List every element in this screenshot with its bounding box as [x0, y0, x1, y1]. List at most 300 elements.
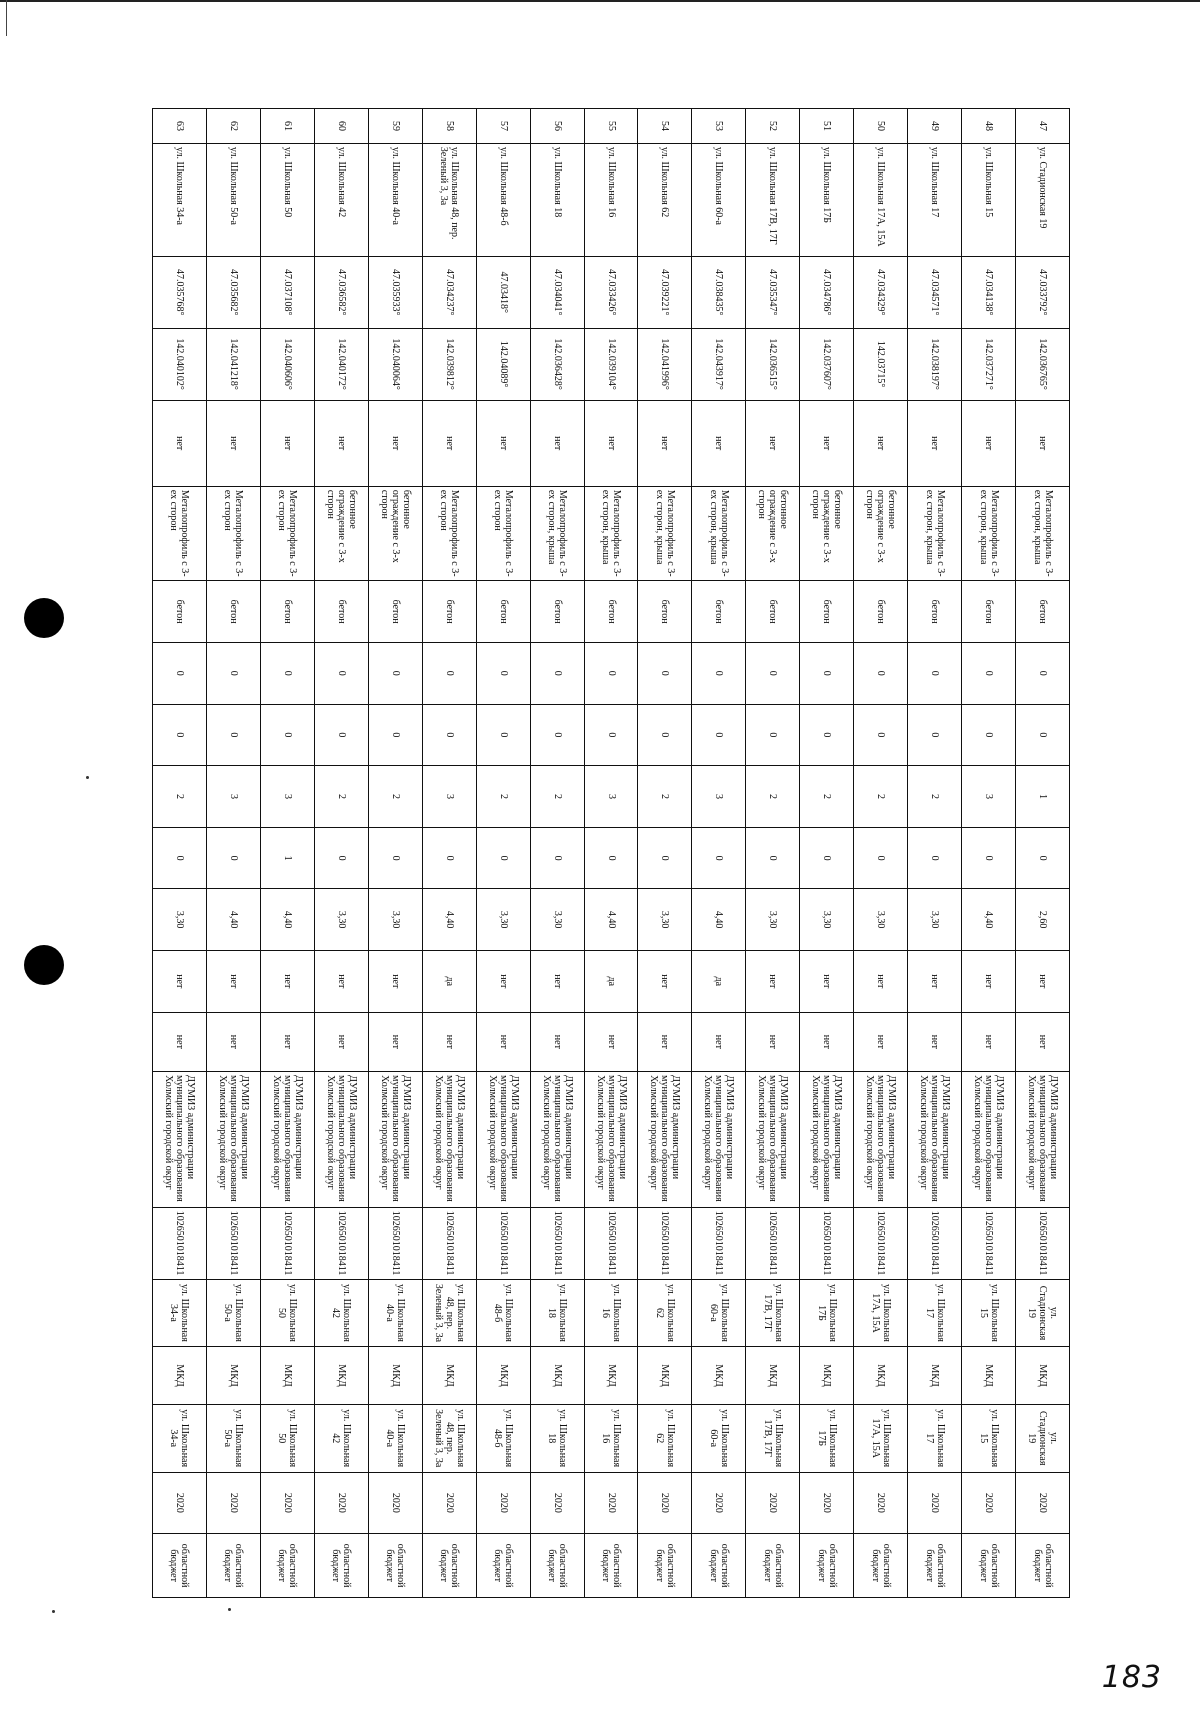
cell-owner: ДУМИЗ администрации муниципального образования Холмский городской округ	[908, 1072, 962, 1208]
cell-flag-1: нет	[530, 950, 584, 1012]
cell-latitude: 47.035768°	[153, 256, 207, 328]
cell-count-4: 1	[260, 827, 314, 889]
cell-ogrn: 1026501018411	[530, 1207, 584, 1279]
cell-address: ул. Школьная 62	[638, 143, 692, 256]
cell-row-number: 58	[422, 109, 476, 144]
table-row	[314, 109, 368, 1598]
cell-owner: ДУМИЗ администрации муниципального образования Холмский городской округ	[692, 1072, 746, 1208]
cell-longitude: 142.04089°	[476, 328, 530, 400]
cell-count-2: 0	[476, 704, 530, 766]
cell-row-number: 50	[854, 109, 908, 144]
cell-base: бетон	[908, 581, 962, 643]
cell-cover: нет	[207, 400, 261, 486]
cell-cover: нет	[746, 400, 800, 486]
cell-longitude: 142.037607°	[800, 328, 854, 400]
cell-served-objects: ул. Школьная 48, пер. Зеленый 3, 3а	[422, 1279, 476, 1347]
cell-count-4: 0	[746, 827, 800, 889]
table-row	[422, 109, 476, 1598]
cell-year: 2020	[207, 1472, 261, 1534]
cell-count-4: 0	[638, 827, 692, 889]
cell-area: 3,30	[314, 889, 368, 951]
cell-area: 3,30	[800, 889, 854, 951]
cell-count-4: 0	[530, 827, 584, 889]
cell-count-3: 2	[476, 766, 530, 828]
cell-cover: нет	[638, 400, 692, 486]
cell-flag-2: нет	[368, 1012, 422, 1072]
cell-ogrn: 1026501018411	[746, 1207, 800, 1279]
cell-base: бетон	[638, 581, 692, 643]
cell-budget: областной бюджет	[476, 1534, 530, 1598]
cell-count-2: 0	[908, 704, 962, 766]
cell-row-number: 51	[800, 109, 854, 144]
cell-longitude: 142.041996°	[638, 328, 692, 400]
cell-ogrn: 1026501018411	[314, 1207, 368, 1279]
cell-count-4: 0	[854, 827, 908, 889]
cell-area: 4,40	[422, 889, 476, 951]
cell-year: 2020	[638, 1472, 692, 1534]
cell-address: ул. Стадионская 19	[1016, 143, 1070, 256]
table-row	[260, 109, 314, 1598]
cell-served-objects: ул. Школьная 48-б	[476, 1279, 530, 1347]
cell-flag-1: да	[692, 950, 746, 1012]
cell-row-number: 56	[530, 109, 584, 144]
cell-base: бетон	[1016, 581, 1070, 643]
cell-row-number: 52	[746, 109, 800, 144]
cell-owner: ДУМИЗ администрации муниципального образования Холмский городской округ	[854, 1072, 908, 1208]
cell-flag-2: нет	[746, 1012, 800, 1072]
cell-object-type: МКД	[1016, 1347, 1070, 1405]
cell-ogrn: 1026501018411	[692, 1207, 746, 1279]
cell-owner: ДУМИЗ администрации муниципального образования Холмский городской округ	[314, 1072, 368, 1208]
cell-budget: областной бюджет	[260, 1534, 314, 1598]
cell-base: бетон	[584, 581, 638, 643]
cell-base: бетон	[530, 581, 584, 643]
cell-served-objects: ул. Школьная 34-а	[153, 1279, 207, 1347]
cell-count-4: 0	[368, 827, 422, 889]
cell-year: 2020	[368, 1472, 422, 1534]
cell-count-2: 0	[260, 704, 314, 766]
cell-flag-1: нет	[1016, 950, 1070, 1012]
cell-cover: нет	[584, 400, 638, 486]
cell-waste-source: ул. Школьная 17А, 15А	[854, 1404, 908, 1472]
cell-base: бетон	[260, 581, 314, 643]
cell-flag-2: нет	[854, 1012, 908, 1072]
cell-count-2: 0	[207, 704, 261, 766]
cell-latitude: 47.038435°	[692, 256, 746, 328]
cell-owner: ДУМИЗ администрации муниципального образования Холмский городской округ	[746, 1072, 800, 1208]
cell-cover: нет	[1016, 400, 1070, 486]
cell-budget: областной бюджет	[908, 1534, 962, 1598]
cell-budget: областной бюджет	[207, 1534, 261, 1598]
cell-count-1: 0	[153, 642, 207, 704]
cell-count-3: 3	[207, 766, 261, 828]
cell-walls: Металопрофиль с 3-ех сторон, крыша	[962, 486, 1016, 580]
cell-served-objects: ул. Школьная 18	[530, 1279, 584, 1347]
cell-count-4: 0	[800, 827, 854, 889]
cell-budget: областной бюджет	[746, 1534, 800, 1598]
punch-hole-upper	[24, 598, 64, 638]
cell-cover: нет	[476, 400, 530, 486]
cell-area: 3,30	[908, 889, 962, 951]
cell-longitude: 142.038197°	[908, 328, 962, 400]
cell-address: ул. Школьная 60-а	[692, 143, 746, 256]
cell-walls: Металопрофиль с 3-ех сторон	[260, 486, 314, 580]
cell-walls: бетонное ограждение с 3-х сторон	[368, 486, 422, 580]
cell-longitude: 142.037271°	[962, 328, 1016, 400]
cell-walls: Металопрофиль с 3-ех сторон	[207, 486, 261, 580]
cell-area: 4,40	[207, 889, 261, 951]
cell-row-number: 55	[584, 109, 638, 144]
cell-count-4: 0	[962, 827, 1016, 889]
cell-waste-source: ул. Стадионская 19	[1016, 1404, 1070, 1472]
cell-count-3: 2	[746, 766, 800, 828]
cell-count-1: 0	[530, 642, 584, 704]
cell-waste-source: ул. Школьная 40-а	[368, 1404, 422, 1472]
cell-budget: областной бюджет	[1016, 1534, 1070, 1598]
cell-owner: ДУМИЗ администрации муниципального образования Холмский городской округ	[260, 1072, 314, 1208]
cell-flag-2: нет	[692, 1012, 746, 1072]
cell-count-2: 0	[530, 704, 584, 766]
cell-count-2: 0	[692, 704, 746, 766]
cell-address: ул. Школьная 16	[584, 143, 638, 256]
cell-longitude: 142.036428°	[530, 328, 584, 400]
cell-longitude: 142.043917°	[692, 328, 746, 400]
cell-object-type: МКД	[153, 1347, 207, 1405]
table-row	[207, 109, 261, 1598]
cell-flag-1: да	[422, 950, 476, 1012]
cell-area: 3,30	[368, 889, 422, 951]
cell-budget: областной бюджет	[314, 1534, 368, 1598]
cell-flag-2: нет	[153, 1012, 207, 1072]
cell-count-4: 0	[314, 827, 368, 889]
cell-count-1: 0	[800, 642, 854, 704]
cell-flag-2: нет	[800, 1012, 854, 1072]
cell-ogrn: 1026501018411	[207, 1207, 261, 1279]
cell-waste-source: ул. Школьная 48-б	[476, 1404, 530, 1472]
cell-year: 2020	[530, 1472, 584, 1534]
cell-served-objects: ул. Школьная 17Б	[800, 1279, 854, 1347]
cell-flag-1: нет	[854, 950, 908, 1012]
cell-count-2: 0	[962, 704, 1016, 766]
cell-served-objects: ул. Школьная 62	[638, 1279, 692, 1347]
cell-waste-source: ул. Школьная 18	[530, 1404, 584, 1472]
cell-served-objects: ул. Школьная 16	[584, 1279, 638, 1347]
cell-flag-1: нет	[962, 950, 1016, 1012]
sites-table	[152, 108, 1070, 1598]
cell-flag-1: нет	[153, 950, 207, 1012]
cell-address: ул. Школьная 17	[908, 143, 962, 256]
cell-cover: нет	[800, 400, 854, 486]
cell-row-number: 59	[368, 109, 422, 144]
cell-count-3: 3	[962, 766, 1016, 828]
cell-count-3: 2	[368, 766, 422, 828]
cell-ogrn: 1026501018411	[368, 1207, 422, 1279]
cell-cover: нет	[422, 400, 476, 486]
cell-object-type: МКД	[314, 1347, 368, 1405]
cell-ogrn: 1026501018411	[800, 1207, 854, 1279]
cell-count-1: 0	[854, 642, 908, 704]
cell-year: 2020	[314, 1472, 368, 1534]
cell-latitude: 47.039221°	[638, 256, 692, 328]
cell-row-number: 63	[153, 109, 207, 144]
cell-area: 4,40	[584, 889, 638, 951]
cell-walls: Металопрофиль с 3-ех сторон	[476, 486, 530, 580]
cell-count-4: 0	[207, 827, 261, 889]
cell-area: 3,30	[854, 889, 908, 951]
cell-count-2: 0	[422, 704, 476, 766]
cell-cover: нет	[692, 400, 746, 486]
cell-base: бетон	[207, 581, 261, 643]
cell-latitude: 47.034786°	[800, 256, 854, 328]
cell-year: 2020	[692, 1472, 746, 1534]
cell-longitude: 142.039812°	[422, 328, 476, 400]
cell-year: 2020	[800, 1472, 854, 1534]
table-row	[476, 109, 530, 1598]
cell-flag-2: нет	[422, 1012, 476, 1072]
cell-address: ул. Школьная 48, пер. Зеленый 3, 3а	[422, 143, 476, 256]
scan-speck	[52, 1610, 55, 1613]
cell-latitude: 47.035682°	[207, 256, 261, 328]
cell-address: ул. Школьная 48-б	[476, 143, 530, 256]
cell-budget: областной бюджет	[692, 1534, 746, 1598]
cell-base: бетон	[368, 581, 422, 643]
cell-latitude: 47.033426°	[584, 256, 638, 328]
cell-base: бетон	[854, 581, 908, 643]
cell-longitude: 142.036515°	[746, 328, 800, 400]
cell-served-objects: ул. Школьная 15	[962, 1279, 1016, 1347]
cell-served-objects: ул. Школьная 40-а	[368, 1279, 422, 1347]
cell-walls: Металопрофиль с 3-ех сторон, крыша	[908, 486, 962, 580]
cell-walls: бетонное ограждение с 3-х сторон	[314, 486, 368, 580]
cell-row-number: 57	[476, 109, 530, 144]
cell-count-3: 1	[1016, 766, 1070, 828]
cell-count-1: 0	[476, 642, 530, 704]
cell-flag-2: нет	[207, 1012, 261, 1072]
cell-count-1: 0	[260, 642, 314, 704]
cell-owner: ДУМИЗ администрации муниципального образования Холмский городской округ	[530, 1072, 584, 1208]
cell-year: 2020	[476, 1472, 530, 1534]
cell-budget: областной бюджет	[638, 1534, 692, 1598]
page-number: 183	[1101, 1660, 1162, 1695]
cell-budget: областной бюджет	[530, 1534, 584, 1598]
cell-year: 2020	[746, 1472, 800, 1534]
cell-served-objects: ул. Школьная 17А, 15А	[854, 1279, 908, 1347]
cell-budget: областной бюджет	[584, 1534, 638, 1598]
cell-walls: Металопрофиль с 3-ех сторон, крыша	[584, 486, 638, 580]
cell-row-number: 60	[314, 109, 368, 144]
cell-longitude: 142.040606°	[260, 328, 314, 400]
cell-walls: бетонное ограждение с 3-х сторон	[746, 486, 800, 580]
cell-count-4: 0	[476, 827, 530, 889]
cell-cover: нет	[530, 400, 584, 486]
cell-walls: Металопрофиль с 3-ех сторон, крыша	[692, 486, 746, 580]
cell-row-number: 47	[1016, 109, 1070, 144]
cell-count-1: 0	[422, 642, 476, 704]
cell-latitude: 47.034237°	[422, 256, 476, 328]
cell-row-number: 61	[260, 109, 314, 144]
cell-count-3: 2	[800, 766, 854, 828]
cell-area: 3,30	[476, 889, 530, 951]
cell-address: ул. Школьная 17В, 17Г	[746, 143, 800, 256]
cell-count-1: 0	[638, 642, 692, 704]
cell-latitude: 47.034329°	[854, 256, 908, 328]
cell-object-type: МКД	[854, 1347, 908, 1405]
cell-row-number: 53	[692, 109, 746, 144]
table-rotation-frame	[152, 108, 1070, 1598]
cell-ogrn: 1026501018411	[422, 1207, 476, 1279]
cell-flag-2: нет	[584, 1012, 638, 1072]
cell-longitude: 142.039104°	[584, 328, 638, 400]
cell-count-4: 0	[422, 827, 476, 889]
cell-address: ул. Школьная 42	[314, 143, 368, 256]
cell-area: 3,30	[530, 889, 584, 951]
table-row	[153, 109, 207, 1598]
cell-ogrn: 1026501018411	[260, 1207, 314, 1279]
cell-flag-1: нет	[368, 950, 422, 1012]
cell-longitude: 142.041218°	[207, 328, 261, 400]
cell-flag-1: нет	[800, 950, 854, 1012]
cell-base: бетон	[422, 581, 476, 643]
cell-budget: областной бюджет	[368, 1534, 422, 1598]
cell-waste-source: ул. Школьная 15	[962, 1404, 1016, 1472]
cell-ogrn: 1026501018411	[854, 1207, 908, 1279]
cell-object-type: МКД	[476, 1347, 530, 1405]
cell-flag-1: нет	[908, 950, 962, 1012]
cell-cover: нет	[314, 400, 368, 486]
cell-budget: областной бюджет	[854, 1534, 908, 1598]
cell-object-type: МКД	[692, 1347, 746, 1405]
cell-object-type: МКД	[800, 1347, 854, 1405]
cell-object-type: МКД	[584, 1347, 638, 1405]
cell-walls: Металопрофиль с 3-ех сторон, крыша	[1016, 486, 1070, 580]
cell-owner: ДУМИЗ администрации муниципального образования Холмский городской округ	[962, 1072, 1016, 1208]
cell-served-objects: ул. Школьная 50	[260, 1279, 314, 1347]
cell-cover: нет	[962, 400, 1016, 486]
cell-count-1: 0	[746, 642, 800, 704]
cell-flag-1: нет	[746, 950, 800, 1012]
cell-ogrn: 1026501018411	[638, 1207, 692, 1279]
cell-walls: бетонное ограждение с 3-х сторон	[800, 486, 854, 580]
cell-year: 2020	[1016, 1472, 1070, 1534]
left-edge-mark	[6, 0, 7, 36]
cell-latitude: 47.034571°	[908, 256, 962, 328]
cell-object-type: МКД	[746, 1347, 800, 1405]
cell-longitude: 142.040172°	[314, 328, 368, 400]
cell-year: 2020	[260, 1472, 314, 1534]
punch-hole-lower	[24, 945, 64, 985]
cell-row-number: 62	[207, 109, 261, 144]
cell-count-4: 0	[908, 827, 962, 889]
cell-owner: ДУМИЗ администрации муниципального образования Холмский городской округ	[800, 1072, 854, 1208]
cell-object-type: МКД	[368, 1347, 422, 1405]
cell-waste-source: ул. Школьная 50	[260, 1404, 314, 1472]
cell-count-4: 0	[584, 827, 638, 889]
cell-flag-2: нет	[908, 1012, 962, 1072]
cell-budget: областной бюджет	[800, 1534, 854, 1598]
cell-count-2: 0	[153, 704, 207, 766]
cell-flag-2: нет	[314, 1012, 368, 1072]
cell-flag-2: нет	[260, 1012, 314, 1072]
cell-served-objects: ул. Школьная 17	[908, 1279, 962, 1347]
table-row	[746, 109, 800, 1598]
cell-count-3: 2	[530, 766, 584, 828]
cell-ogrn: 1026501018411	[962, 1207, 1016, 1279]
top-edge-line	[0, 0, 1200, 2]
cell-count-2: 0	[746, 704, 800, 766]
table-row	[368, 109, 422, 1598]
cell-walls: Металопрофиль с 3-ех сторон, крыша	[638, 486, 692, 580]
rotated-table-container	[152, 108, 1070, 1598]
cell-longitude: 142.040102°	[153, 328, 207, 400]
cell-count-3: 2	[153, 766, 207, 828]
cell-cover: нет	[153, 400, 207, 486]
cell-longitude: 142.040064°	[368, 328, 422, 400]
cell-count-1: 0	[368, 642, 422, 704]
cell-served-objects: ул. Стадионская 19	[1016, 1279, 1070, 1347]
table-row	[584, 109, 638, 1598]
cell-ogrn: 1026501018411	[908, 1207, 962, 1279]
cell-address: ул. Школьная 50-а	[207, 143, 261, 256]
cell-count-3: 2	[314, 766, 368, 828]
cell-count-1: 0	[692, 642, 746, 704]
cell-year: 2020	[962, 1472, 1016, 1534]
cell-owner: ДУМИЗ администрации муниципального образования Холмский городской округ	[207, 1072, 261, 1208]
cell-object-type: МКД	[422, 1347, 476, 1405]
cell-latitude: 47.03418°	[476, 256, 530, 328]
cell-latitude: 47.034138°	[962, 256, 1016, 328]
table-row	[530, 109, 584, 1598]
cell-waste-source: ул. Школьная 62	[638, 1404, 692, 1472]
cell-area: 4,40	[692, 889, 746, 951]
cell-latitude: 47.037108°	[260, 256, 314, 328]
cell-count-3: 3	[422, 766, 476, 828]
cell-cover: нет	[908, 400, 962, 486]
cell-object-type: МКД	[260, 1347, 314, 1405]
cell-flag-1: да	[584, 950, 638, 1012]
cell-count-4: 0	[692, 827, 746, 889]
cell-area: 4,40	[962, 889, 1016, 951]
cell-area: 3,30	[638, 889, 692, 951]
cell-waste-source: ул. Школьная 17	[908, 1404, 962, 1472]
scan-speck	[86, 776, 89, 779]
cell-count-1: 0	[1016, 642, 1070, 704]
cell-cover: нет	[368, 400, 422, 486]
cell-flag-2: нет	[1016, 1012, 1070, 1072]
cell-owner: ДУМИЗ администрации муниципального образования Холмский городской округ	[1016, 1072, 1070, 1208]
cell-base: бетон	[476, 581, 530, 643]
cell-budget: областной бюджет	[962, 1534, 1016, 1598]
table-row	[800, 109, 854, 1598]
cell-object-type: МКД	[908, 1347, 962, 1405]
cell-longitude: 142.03715°	[854, 328, 908, 400]
cell-cover: нет	[260, 400, 314, 486]
cell-area: 3,30	[746, 889, 800, 951]
cell-base: бетон	[800, 581, 854, 643]
cell-latitude: 47.035347°	[746, 256, 800, 328]
cell-count-2: 0	[854, 704, 908, 766]
cell-waste-source: ул. Школьная 17Б	[800, 1404, 854, 1472]
cell-count-4: 0	[153, 827, 207, 889]
cell-owner: ДУМИЗ администрации муниципального образования Холмский городской округ	[153, 1072, 207, 1208]
cell-waste-source: ул. Школьная 60-а	[692, 1404, 746, 1472]
cell-count-3: 2	[854, 766, 908, 828]
cell-ogrn: 1026501018411	[584, 1207, 638, 1279]
cell-count-4: 0	[1016, 827, 1070, 889]
cell-owner: ДУМИЗ администрации муниципального образования Холмский городской округ	[422, 1072, 476, 1208]
table-row	[854, 109, 908, 1598]
cell-latitude: 47.035933°	[368, 256, 422, 328]
cell-count-3: 2	[638, 766, 692, 828]
